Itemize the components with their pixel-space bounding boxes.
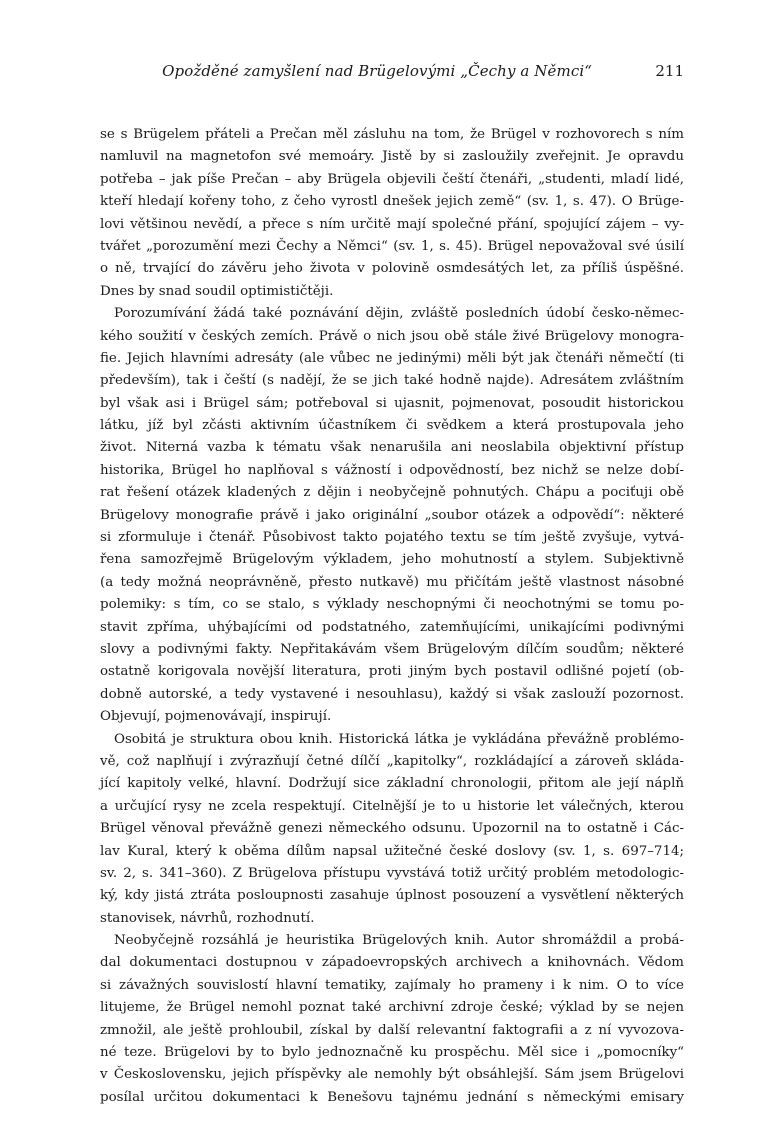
text-line: potřeba – jak píše Prečan – aby Brügela objevili čeští čtenáři, „studenti, mladí lidé, [100, 171, 684, 187]
text-line: ký, kdy jistá ztráta posloupnosti zasahuje úplnost posouzení a vysvětlení některých [100, 888, 684, 904]
text-line: si zformuluje i čtenář. Působivost takto pojatého textu se tím ještě zvyšuje, vytvá- [100, 530, 684, 546]
text-line: si závažných souvislostí hlavní tematiky, zajímaly ho prameny i k nim. O to více [100, 977, 684, 993]
text-line: a určující rysy ne zcela respektují. Citelnější je to u historie let válečných, kterou [100, 798, 684, 814]
text-line: historika, Brügel ho naplňoval s vážností i odpovědností, bez nichž se nelze dobí- [100, 462, 684, 478]
text-line: tvářet „porozumění mezi Čechy a Němci“ (sv. 1, s. 45). Brügel nepovažoval své úsilí [100, 238, 684, 254]
text-line: né teze. Brügelovi by to bylo jednoznačně ku prospěchu. Měl sice i „pomocníky“ [100, 1045, 684, 1061]
text-line: kého soužití v českých zemích. Právě o nich jsou obě stále živé Brügelovy monogra- [100, 328, 684, 344]
text-line: život. Niterná vazba k tématu však nenarušila ani neoslabila objektivní přístup [100, 440, 684, 456]
text-line: posílal určitou dokumentaci k Benešovu tajnému jednání s německými emisary [100, 1089, 684, 1105]
text-line: rat řešení otázek kladených z dějin i neobyčejně pohnutých. Chápu a pociťuji obě [100, 485, 684, 501]
page-number: 211 [655, 62, 684, 80]
text-line: stanovisek, návrhů, rozhodnutí. [100, 910, 315, 926]
text-line: řena samozřejmě Brügelovým výkladem, jeho mohutností a stylem. Subjektivně [100, 552, 684, 568]
text-line: látku, jíž byl zčásti aktivním účastníkem či svědkem a která prostupovala jeho [100, 418, 684, 434]
text-line: lav Kural, který k oběma dílům napsal užitečné české doslovy (sv. 1, s. 697–714; [100, 843, 684, 859]
paragraph [100, 930, 684, 1109]
text-line: jící kapitoly velké, hlavní. Dodržují sice základní chronologii, přitom ale její náplň [100, 776, 684, 792]
paragraph [100, 303, 684, 728]
text-line: dobně autorské, a tedy vystavené i nesouhlasu), každý si však zaslouží pozornost. [100, 686, 684, 702]
text-line: slovy a podivnými fakty. Nepřitakávám všem Brügelovým dílčím soudům; některé [100, 641, 684, 657]
text-line: Osobitá je struktura obou knih. Historická látka je vykládána převážně problémo- [114, 731, 684, 747]
text-line: Objevují, pojmenovávají, inspirují. [100, 709, 332, 725]
text-line: litujeme, že Brügel nemohl poznat také archivní zdroje české; výklad by se nejen [100, 1000, 684, 1016]
text-line: polemiky: s tím, co se stalo, s výklady neschopnými či neochotnými se tomu po- [100, 597, 684, 613]
text-line: v Československu, jejich příspěvky ale nemohly být obsáhlejší. Sám jsem Brügelovi [100, 1067, 684, 1083]
text-line: především), tak i čeští (s nadějí, že se jich také hodně najde). Adresátem zvláštním [100, 373, 684, 389]
text-line: vě, což naplňují i zvýrazňují četné dílčí „kapitolky“, rozkládající a zároveň skláda- [100, 753, 684, 769]
text-line: Porozumívání žádá také poznávání dějin, zvláště posledních údobí česko-němec- [114, 306, 684, 322]
body-text [100, 124, 684, 1109]
running-title: Opožděné zamyšlení nad Brügelovými „Čechy a Němci“ [162, 62, 592, 80]
text-line: kteří hledají kořeny toho, z čeho vyrostl dnešek jejich země“ (sv. 1, s. 47). O Brüge- [100, 194, 684, 210]
text-line: ostatně korigovala novější literatura, proti jiným bych postavil odlišné pojetí (ob- [100, 664, 684, 680]
paragraph [100, 124, 684, 303]
text-line: se s Brügelem přáteli a Prečan měl zásluhu na tom, že Brügel v rozhovorech s ním [100, 127, 684, 142]
text-line: Brügelovy monografie právě i jako originální „soubor otázek a odpovědí“: některé [100, 507, 684, 523]
text-line: zmnožil, ale ještě prohloubil, získal by další relevantní faktografii a z ní vyvozova- [100, 1022, 684, 1038]
text-line: Neobyčejně rozsáhlá je heuristika Brügelových knih. Autor shromáždil a probá- [114, 933, 684, 949]
running-head [100, 62, 684, 84]
text-line: byl však asi i Brügel sám; potřeboval si ujasnit, pojmenovat, posoudit historickou [100, 395, 684, 411]
text-line: namluvil na magnetofon své memoáry. Jistě by si zasloužily zveřejnit. Je opravdu [100, 149, 684, 165]
text-line: fie. Jejich hlavními adresáty (ale vůbec ne jedinými) měli být jak čtenáři němečtí (ti [100, 350, 684, 366]
text-line: Brügel věnoval převážně genezi německého odsunu. Upozornil na to ostatně i Các- [100, 821, 684, 837]
text-line: Dnes by snad soudil optimističtěji. [100, 283, 334, 299]
text-line: stavit zpříma, uhýbajícími od podstatného, zatemňujícími, unikajícími podivnými [100, 619, 684, 635]
paragraph [100, 729, 684, 931]
text-line: lovi většinou nevědí, a přece s ním určitě mají společné přání, spojující zájem – vy- [100, 216, 684, 232]
text-line: o ně, trvající do závěru jeho života v polovině osmdesátých let, za příliš úspěšné. [100, 261, 684, 277]
text-line: dal dokumentaci dostupnou v západoevropských archivech a knihovnách. Vědom [100, 955, 684, 971]
text-line: sv. 2, s. 341–360). Z Brügelova přístupu vyvstává totiž určitý problém metodologic- [100, 865, 684, 881]
text-line: (a tedy možná neoprávněně, přesto nutkavě) mu přičítám ještě vlastnost násobné [100, 574, 684, 590]
